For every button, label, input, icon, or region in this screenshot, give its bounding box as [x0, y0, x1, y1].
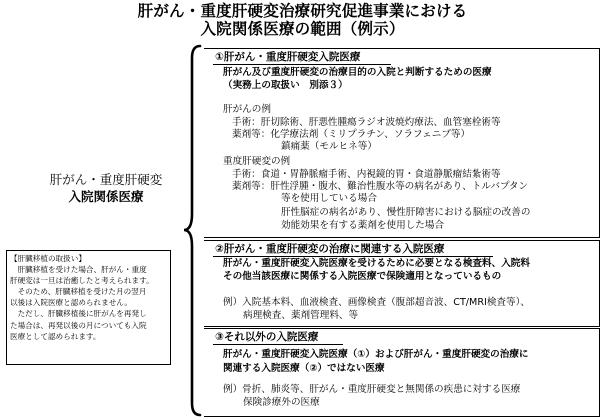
cirrhosis-drugs-line3: 肝性脳症の病名があり、慢性肝障害における脳症の改善の — [281, 207, 531, 218]
category-label — [22, 171, 190, 205]
section-3-example-line1: 例）骨折、肺炎等、肝がん・重度肝硬変と無関係の疾患に対する医療 — [223, 384, 521, 395]
cirrhosis-surgery: 手術：食道・胃静脈瘤手術、内視鏡的胃・食道静脈瘤結紮術等 — [232, 169, 501, 180]
liver-cancer-surgery: 手術：肝切除術、肝悪性腫瘍ラジオ波焼灼療法、血管塞栓術等 — [232, 117, 501, 128]
section-2-example-line2: 病理検査、薬剤管理料、等 — [243, 310, 359, 321]
cirrhosis-drugs-line1: 薬剤等：肝性浮腫・腹水、難治性腹水等の病名があり、トルバプタン — [232, 181, 529, 192]
cirrhosis-drugs-line2: 等を使用している場合 — [281, 193, 377, 204]
curly-brace — [182, 44, 202, 417]
section-3-box — [204, 328, 600, 417]
section-1-title: ①肝がん・重度肝硬変入院医療 — [215, 51, 361, 63]
category-label-line1: 肝がん・重度肝硬変 — [49, 172, 163, 187]
section-2-box — [204, 240, 600, 327]
section-2-title: ②肝がん・重度肝硬変の治療に関連する入院医療 — [215, 243, 445, 255]
section-3-desc-line1: 肝がん・重度肝硬変入院医療（①）および肝がん・重度肝硬変の治療に — [223, 349, 529, 360]
liver-cancer-drugs-line2: 鎮痛薬（モルヒネ等） — [281, 141, 377, 152]
section-2-title-underline — [213, 256, 493, 257]
section-2-desc-line1: 肝がん・重度肝硬変入院医療を受けるために必要となる検査料、入院料 — [223, 258, 530, 269]
liver-transplant-note — [6, 250, 171, 365]
section-1-box — [204, 48, 600, 238]
section-1-title-underline — [213, 64, 391, 65]
category-label-line2: 入院関係医療 — [68, 189, 144, 204]
liver-cancer-example-heading: 肝がんの例 — [223, 104, 271, 115]
section-3-title: ③それ以外の入院医療 — [215, 331, 319, 343]
note-line: 肝硬変は一旦は治癒したと考えられます。 — [10, 276, 154, 286]
section-2-desc-line2: その他当該医療に関係する入院医療で保険適用となっているもの — [223, 271, 502, 282]
page-title-line2: 入院関係医療の範囲（例示） — [200, 20, 405, 38]
page-title-line1: 肝がん・重度肝硬変治療研究促進事業における — [137, 2, 468, 20]
note-line: 【肝臓移植の取扱い】 — [10, 254, 86, 263]
cirrhosis-example-heading: 重度肝硬変の例 — [223, 156, 291, 167]
note-line: 以後は入院医療と認められません。 — [10, 298, 132, 308]
section-3-desc-line2: 関連する入院医療（②）ではない医療 — [223, 363, 385, 374]
section-2-example-line1: 例）入院基本料、血液検査、画像検査（腹部超音波、CT/MRI検査等）、 — [223, 297, 530, 308]
note-line: た場合は、再発以後の月についても入院 — [10, 320, 147, 330]
section-3-title-underline — [213, 344, 343, 345]
section-3-example-line2: 保険診療外の医療 — [243, 397, 320, 408]
note-line: そのため、肝臓移植を受けた月の翌月 — [10, 287, 147, 297]
liver-cancer-drugs-line1: 薬剤等：化学療法剤（ミリプラチン、ソラフェニブ等） — [232, 129, 471, 140]
section-1-desc-line2: （実務上の取扱い 別添３） — [223, 80, 348, 91]
note-line: 肝臓移植を受けた場合、肝がん・重度 — [10, 265, 147, 275]
note-line: ただし、肝臓移植後に肝がんを再発し — [10, 309, 147, 319]
section-1-desc-line1: 肝がん及び重度肝硬変の治療目的の入院と判断するための医療 — [223, 67, 492, 78]
note-line: 医療として認められます。 — [10, 331, 101, 341]
cirrhosis-drugs-line4: 効能効果を有する薬剤を使用した場合 — [281, 220, 445, 231]
